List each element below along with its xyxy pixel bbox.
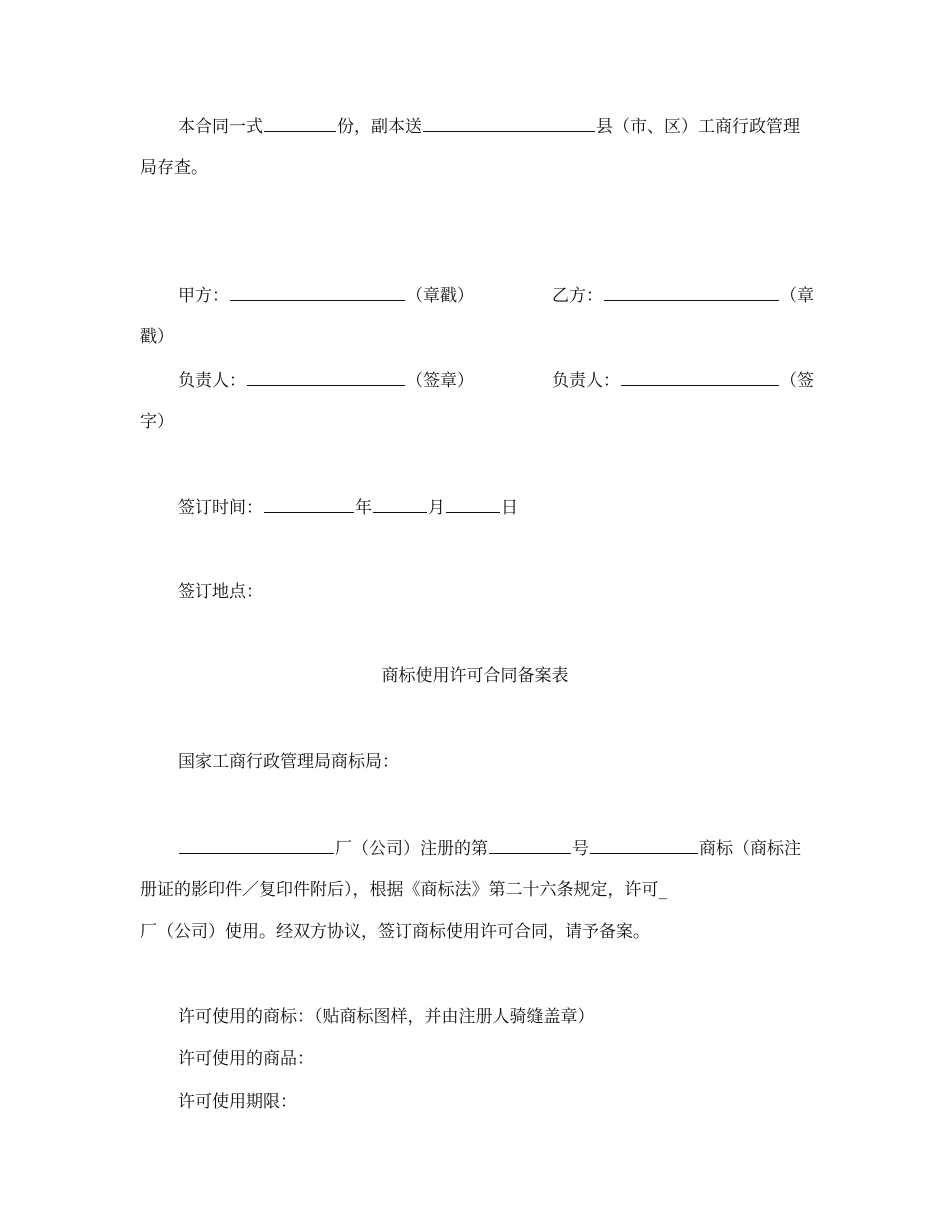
party-a-line: 甲方： （章戳）: [178, 283, 474, 308]
day-blank[interactable]: [446, 495, 500, 513]
addressee: 国家工商行政管理局商标局：: [178, 752, 399, 772]
party-b-seal-continued: 戳）: [140, 327, 174, 347]
form-title: 商标使用许可合同备案表: [381, 666, 569, 686]
rep-b-sign-continued: 字）: [140, 412, 174, 432]
party-b-line: 乙方： （章: [552, 283, 814, 308]
year-blank[interactable]: [264, 495, 354, 513]
party-a-blank[interactable]: [230, 283, 405, 301]
registration-paragraph-line2: 册证的影印件／复印件附后），根据《商标法》第二十六条规定，许可_: [140, 880, 667, 900]
license-term: 许可使用期限：: [178, 1092, 297, 1112]
licensor-blank[interactable]: [179, 836, 334, 854]
copies-count-blank[interactable]: [264, 114, 336, 132]
trademark-name-blank[interactable]: [590, 836, 698, 854]
copies-clause-line2: 局存查。: [140, 158, 208, 178]
signing-place-label: 签订地点：: [178, 582, 263, 602]
registration-number-blank[interactable]: [489, 836, 571, 854]
signing-date-line: 签订时间： 年 月 日: [178, 495, 518, 520]
registration-paragraph-line1: 厂（公司）注册的第 号 商标（商标注: [178, 836, 801, 861]
rep-b-line: 负责人： （签: [552, 368, 814, 393]
rep-a-line: 负责人： （签章）: [178, 368, 474, 393]
rep-b-blank[interactable]: [621, 368, 779, 386]
party-b-blank[interactable]: [604, 283, 779, 301]
licensed-trademark: 许可使用的商标：（贴商标图样，并由注册人骑缝盖章）: [178, 1007, 595, 1027]
licensed-goods: 许可使用的商品：: [178, 1049, 314, 1069]
month-blank[interactable]: [373, 495, 427, 513]
registration-paragraph-line3: 厂（公司）使用。经双方协议，签订商标使用许可合同，请予备案。: [140, 922, 650, 942]
county-name-blank[interactable]: [423, 114, 595, 132]
copies-clause-line1: 本合同一式 份，副本送 县（市、区）工商行政管理: [178, 114, 800, 139]
rep-a-blank[interactable]: [247, 368, 405, 386]
